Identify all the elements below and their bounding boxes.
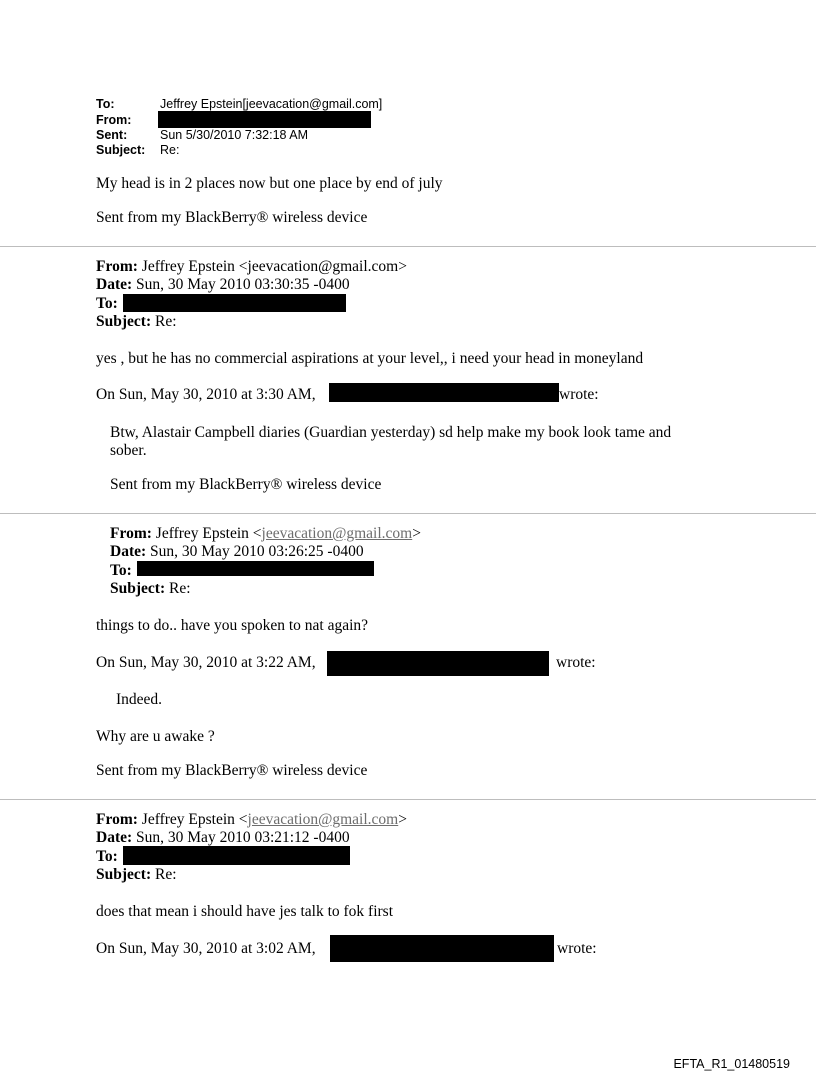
reply-body: yes , but he has no commercial aspirations at your level,, i need your head in moneyland (96, 350, 644, 367)
redaction-box (137, 561, 374, 576)
reply-to-label: To: (110, 562, 132, 579)
document-id: EFTA_R1_01480519 (673, 1057, 790, 1071)
message-text: My head is in 2 places now but one place by end of july (96, 175, 443, 192)
redaction-box (329, 383, 559, 402)
divider (0, 513, 816, 514)
redaction-box (330, 935, 554, 962)
wrote-suffix: wrote: (557, 940, 597, 957)
wrote-prefix: On Sun, May 30, 2010 at 3:22 AM, (96, 654, 316, 671)
subject-label: Subject: (96, 143, 146, 157)
wrote-prefix: On Sun, May 30, 2010 at 3:02 AM, (96, 940, 316, 957)
reply-subject: Subject: Re: (96, 313, 177, 330)
reply-date: Date: Sun, 30 May 2010 03:30:35 -0400 (96, 276, 350, 293)
wrote-prefix: On Sun, May 30, 2010 at 3:30 AM, (96, 386, 316, 403)
quoted-text: Indeed. (116, 691, 163, 708)
reply-subject: Subject: Re: (96, 866, 177, 883)
email-link[interactable]: jeevacation@gmail.com (261, 525, 413, 542)
quoted-text: sober. (110, 442, 147, 459)
quoted-text: Why are u awake ? (96, 728, 215, 745)
subject-value: Re: (160, 143, 180, 157)
divider (0, 799, 816, 800)
email-link[interactable]: jeevacation@gmail.com (247, 811, 399, 828)
reply-to-label: To: (96, 295, 118, 312)
redaction-box (327, 651, 549, 676)
reply-date: Date: Sun, 30 May 2010 03:26:25 -0400 (110, 543, 364, 560)
redaction-box (158, 111, 371, 128)
reply-from: From: Jeffrey Epstein <jeevacation@gmail.com> (96, 258, 407, 275)
reply-from: From: Jeffrey Epstein <jeevacation@gmail.com> (110, 525, 421, 542)
divider (0, 246, 816, 247)
reply-body: things to do.. have you spoken to nat again? (96, 617, 369, 634)
message-signature: Sent from my BlackBerry® wireless device (96, 209, 368, 226)
to-label: To: (96, 97, 115, 111)
quoted-signature: Sent from my BlackBerry® wireless device (110, 476, 382, 493)
redaction-box (123, 846, 350, 865)
reply-body: does that mean i should have jes talk to fok first (96, 903, 394, 920)
reply-date: Date: Sun, 30 May 2010 03:21:12 -0400 (96, 829, 350, 846)
quoted-text: Btw, Alastair Campbell diaries (Guardian yesterday) sd help make my book look tame and (110, 424, 672, 441)
redaction-box (123, 294, 346, 312)
reply-from: From: Jeffrey Epstein <jeevacation@gmail.com> (96, 811, 407, 828)
wrote-suffix: wrote: (559, 386, 599, 403)
wrote-suffix: wrote: (556, 654, 596, 671)
sent-label: Sent: (96, 128, 128, 142)
to-value: Jeffrey Epstein[jeevacation@gmail.com] (160, 97, 383, 111)
reply-subject: Subject: Re: (110, 580, 191, 597)
reply-to-label: To: (96, 848, 118, 865)
from-label: From: (96, 113, 132, 127)
quoted-signature: Sent from my BlackBerry® wireless device (96, 762, 368, 779)
sent-value: Sun 5/30/2010 7:32:18 AM (160, 128, 309, 142)
